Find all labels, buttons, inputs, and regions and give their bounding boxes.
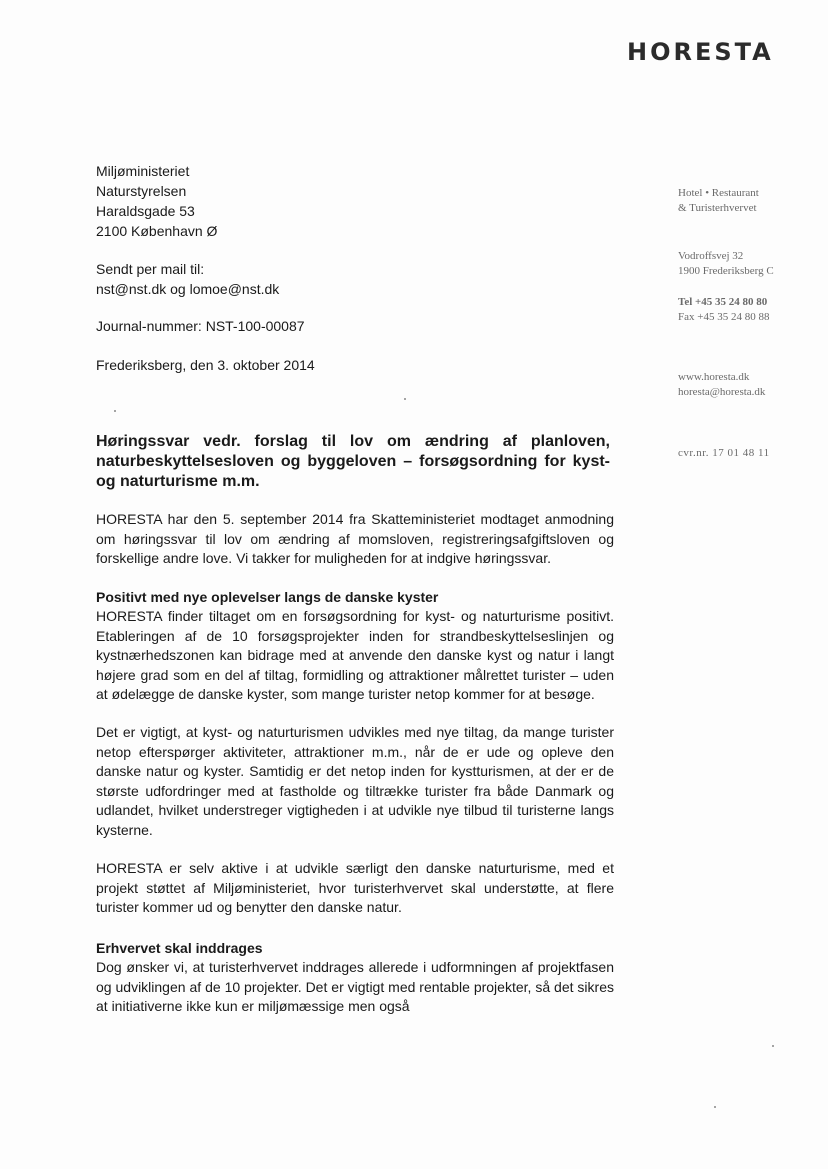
cvr-number: cvr.nr. 17 01 48 11 xyxy=(678,447,770,459)
website: www.horesta.dk xyxy=(678,371,750,383)
recipient-address: Miljøministeriet Naturstyrelsen Haraldsgade 53 2100 København Ø xyxy=(96,163,218,239)
journal-number: Journal-nummer: NST-100-00087 xyxy=(96,318,305,334)
intro-paragraph: HORESTA har den 5. september 2014 fra Skatteministeriet modtaget anmodning om høringssvar til lov om ændring af momsloven, registreringsafgiftsloven og forskellige andre love. Vi takker for muligheden for at indgive høringssvar. xyxy=(96,511,614,566)
scan-speck xyxy=(714,1106,716,1108)
phone-number: Tel +45 35 24 80 80 xyxy=(678,296,768,308)
section2-paragraph-1: Dog ønsker vi, at turisterhvervet inddrages allerede i udformningen af projektfasen og udviklingen af de 10 projekter. Det er vigtigt med rentable projekter, så det sikres at initiativerne ikke kun er miljømæssige men også xyxy=(96,959,614,1014)
scan-speck xyxy=(404,398,406,400)
fax-number: Fax +45 35 24 80 88 xyxy=(678,311,770,323)
letter-date: Frederiksberg, den 3. oktober 2014 xyxy=(96,357,315,373)
org-tagline: Hotel • Restaurant & Turisterhvervet xyxy=(678,187,759,214)
scan-speck xyxy=(772,1045,774,1047)
contact-phone-fax xyxy=(678,295,769,325)
section1-paragraph-3: HORESTA er selv aktive i at udvikle særligt den danske naturturisme, med et projekt støttet af Miljøministeriet, hvor turisterhvervet skal understøtte, at flere turister kommer ud og benytter den danske natur. xyxy=(96,860,614,915)
section1-heading: Positivt med nye oplevelser langs de danske kyster xyxy=(96,589,439,605)
logo-wordmark: HORESTA xyxy=(627,38,774,66)
scan-speck xyxy=(114,410,116,412)
sent-via-mail: Sendt per mail til: nst@nst.dk og lomoe@nst.dk xyxy=(96,261,280,297)
company-address: Vodroffsvej 32 1900 Frederiksberg C xyxy=(678,250,774,277)
letter-title: Høringssvar vedr. forslag til lov om ændring af planloven, naturbeskyttelsesloven og byggeloven – forsøgsordning for kyst- og naturturisme m.m. xyxy=(96,433,610,490)
section2-heading: Erhvervet skal inddrages xyxy=(96,940,263,956)
contact-web xyxy=(678,370,765,400)
section1-paragraph-2: Det er vigtigt, at kyst- og naturturismen udvikles med nye tiltag, da mange turister netop efterspørger aktiviteter, attraktioner m.m., når de er ude og opleve den danske natur og kyster. Samtidig er det netop inden for kystturismen, at der er de største udfordringer med at fastholde og tiltrække turister fra både Danmark og udlandet, hvilket understreger vigtigheden i at udvikle nye tilbud til turisterne langs kysterne. xyxy=(96,724,614,838)
email: horesta@horesta.dk xyxy=(678,386,766,398)
section1-paragraph-1: HORESTA finder tiltaget om en forsøgsordning for kyst- og naturturisme positivt. Etableringen af de 10 forsøgsprojekter inden for strandbeskyttelseslinjen og kystnærhedszonen kan bidrage med at anvende den danske kyst og natur i langt højere grad som en del af tiltag, formidling og attraktioner målrettet turister – uden at ødelægge de danske kyster, som mange turister netop kommer for at besøge. xyxy=(96,608,614,702)
horesta-logo xyxy=(627,30,777,70)
